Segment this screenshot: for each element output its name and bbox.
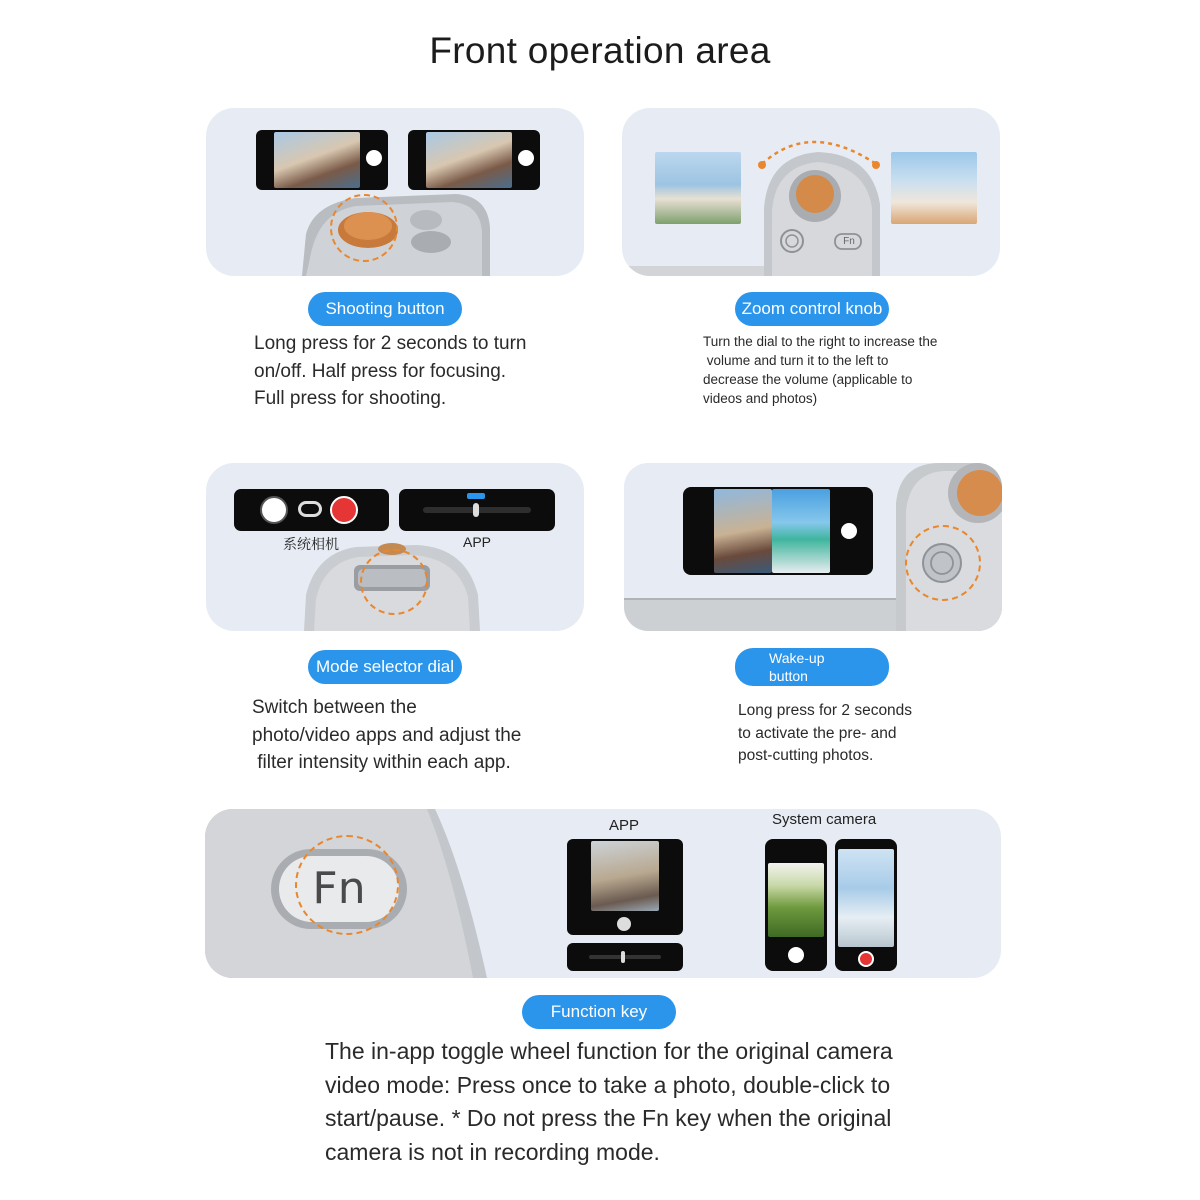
app-phone-preview xyxy=(567,839,683,935)
description-line: videos and photos) xyxy=(703,391,818,406)
app-label: APP xyxy=(609,817,640,834)
description-line: video mode: Press once to take a photo, double-click to xyxy=(325,1071,891,1098)
mode-selector-label: Mode selector dial xyxy=(308,650,462,684)
description-line: post-cutting photos. xyxy=(738,747,874,764)
shooting-description xyxy=(254,330,574,413)
description-line: decrease the volume (applicable to xyxy=(703,372,913,387)
mode-panel xyxy=(206,463,584,631)
shooting-panel xyxy=(206,108,584,276)
description-line: volume and turn it to the left to xyxy=(703,353,889,368)
fn-key-highlight xyxy=(295,835,399,935)
wakeup-panel xyxy=(624,463,1002,631)
zoom-description xyxy=(703,332,983,408)
shutter-icon xyxy=(788,947,804,963)
record-icon xyxy=(858,951,874,967)
app-slider-bar xyxy=(567,943,683,971)
description-line: on/off. Half press for focusing. xyxy=(254,360,507,382)
shutter-icon xyxy=(617,917,631,931)
fn-key: Fn xyxy=(312,863,366,914)
portrait-photo xyxy=(591,841,659,911)
wakeup-label-line: Wake-up xyxy=(769,650,825,666)
wakeup-button-highlight xyxy=(905,525,981,601)
wakeup-description xyxy=(738,700,988,768)
system-camera-label: System camera xyxy=(772,811,877,828)
function-description xyxy=(325,1035,945,1169)
mode-description xyxy=(252,694,572,777)
device-top-illustration xyxy=(206,108,584,276)
wakeup-label-line: button xyxy=(769,668,808,684)
wakeup-button-label xyxy=(735,648,889,686)
shooting-button-label: Shooting button xyxy=(308,292,462,326)
description-line: Full press for shooting. xyxy=(254,388,447,409)
field-photo xyxy=(768,863,824,937)
system-camera-phone-1 xyxy=(765,839,827,971)
description-line: photo/video apps and adjust the xyxy=(252,724,522,746)
shooting-button-highlight xyxy=(330,194,398,262)
description-line: Switch between the xyxy=(252,697,417,718)
description-line: Turn the dial to the right to increase the xyxy=(703,334,938,349)
description-line: camera is not in recording mode. xyxy=(325,1138,660,1165)
description-line: Long press for 2 seconds xyxy=(738,702,913,719)
zoom-control-label: Zoom control knob xyxy=(735,292,889,326)
system-camera-cn-label: 系统相机 xyxy=(283,536,339,552)
app-label: APP xyxy=(463,534,492,550)
zoom-panel xyxy=(622,108,1000,276)
mode-dial-highlight xyxy=(360,549,428,615)
bicycle-photo xyxy=(838,849,894,947)
system-camera-phone-2 xyxy=(835,839,897,971)
description-line: start/pause. * Do not press the Fn key when the original xyxy=(325,1105,892,1131)
description-line: to activate the pre- and xyxy=(738,724,897,742)
page-title: Front operation area xyxy=(429,30,771,71)
function-panel xyxy=(205,809,1001,978)
fn-mark: Fn xyxy=(843,236,855,247)
slider-track xyxy=(589,955,661,959)
description-line: filter intensity within each app. xyxy=(252,752,511,773)
slider-thumb xyxy=(621,951,625,963)
zoom-device-illustration xyxy=(622,108,1000,276)
function-key-label: Function key xyxy=(522,995,676,1029)
description-line: Long press for 2 seconds to turn xyxy=(254,333,527,354)
description-line: The in-app toggle wheel function for the original camera xyxy=(325,1038,893,1064)
